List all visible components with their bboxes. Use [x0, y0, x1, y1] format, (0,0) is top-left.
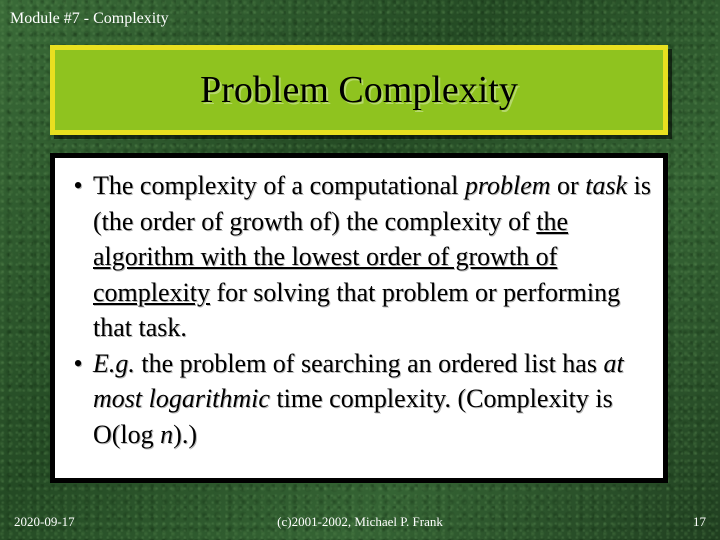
- bullet-text: [93, 346, 657, 453]
- bullet-item: [63, 168, 657, 346]
- italic-term: at most logarithmic: [93, 348, 624, 413]
- text-segment: or: [550, 171, 586, 200]
- italic-term: problem: [464, 171, 551, 200]
- underlined-phrase: the algorithm with the lowest order of growth of complexity: [93, 206, 569, 307]
- footer-credit: (c)2001-2002, Michael P. Frank: [277, 514, 443, 529]
- footer-date: 2020-09-17: [14, 514, 75, 529]
- content-box: [50, 153, 668, 483]
- bullet-icon: •: [73, 348, 83, 378]
- text-segment: ).): [173, 419, 197, 449]
- module-header: Module #7 - Complexity: [10, 10, 169, 27]
- title-box: [50, 45, 668, 135]
- bullet-item: [63, 346, 657, 453]
- bullet-text: [93, 168, 657, 346]
- text-segment: for solving that problem or performing that task.: [93, 277, 621, 342]
- page-number: 17: [693, 514, 706, 529]
- text-segment: the problem of searching an ordered list has: [134, 348, 604, 378]
- italic-term: E.g.: [93, 348, 135, 378]
- bullet-icon: •: [73, 171, 83, 200]
- text-segment: time complexity. (Complexity is O(log: [93, 384, 613, 449]
- slide-title: Problem Complexity: [200, 69, 518, 111]
- italic-term: task: [585, 171, 628, 200]
- text-segment: is (the order of growth of) the complexity of: [93, 171, 651, 236]
- text-segment: The complexity of a computational: [93, 171, 465, 200]
- italic-term: n: [160, 419, 174, 449]
